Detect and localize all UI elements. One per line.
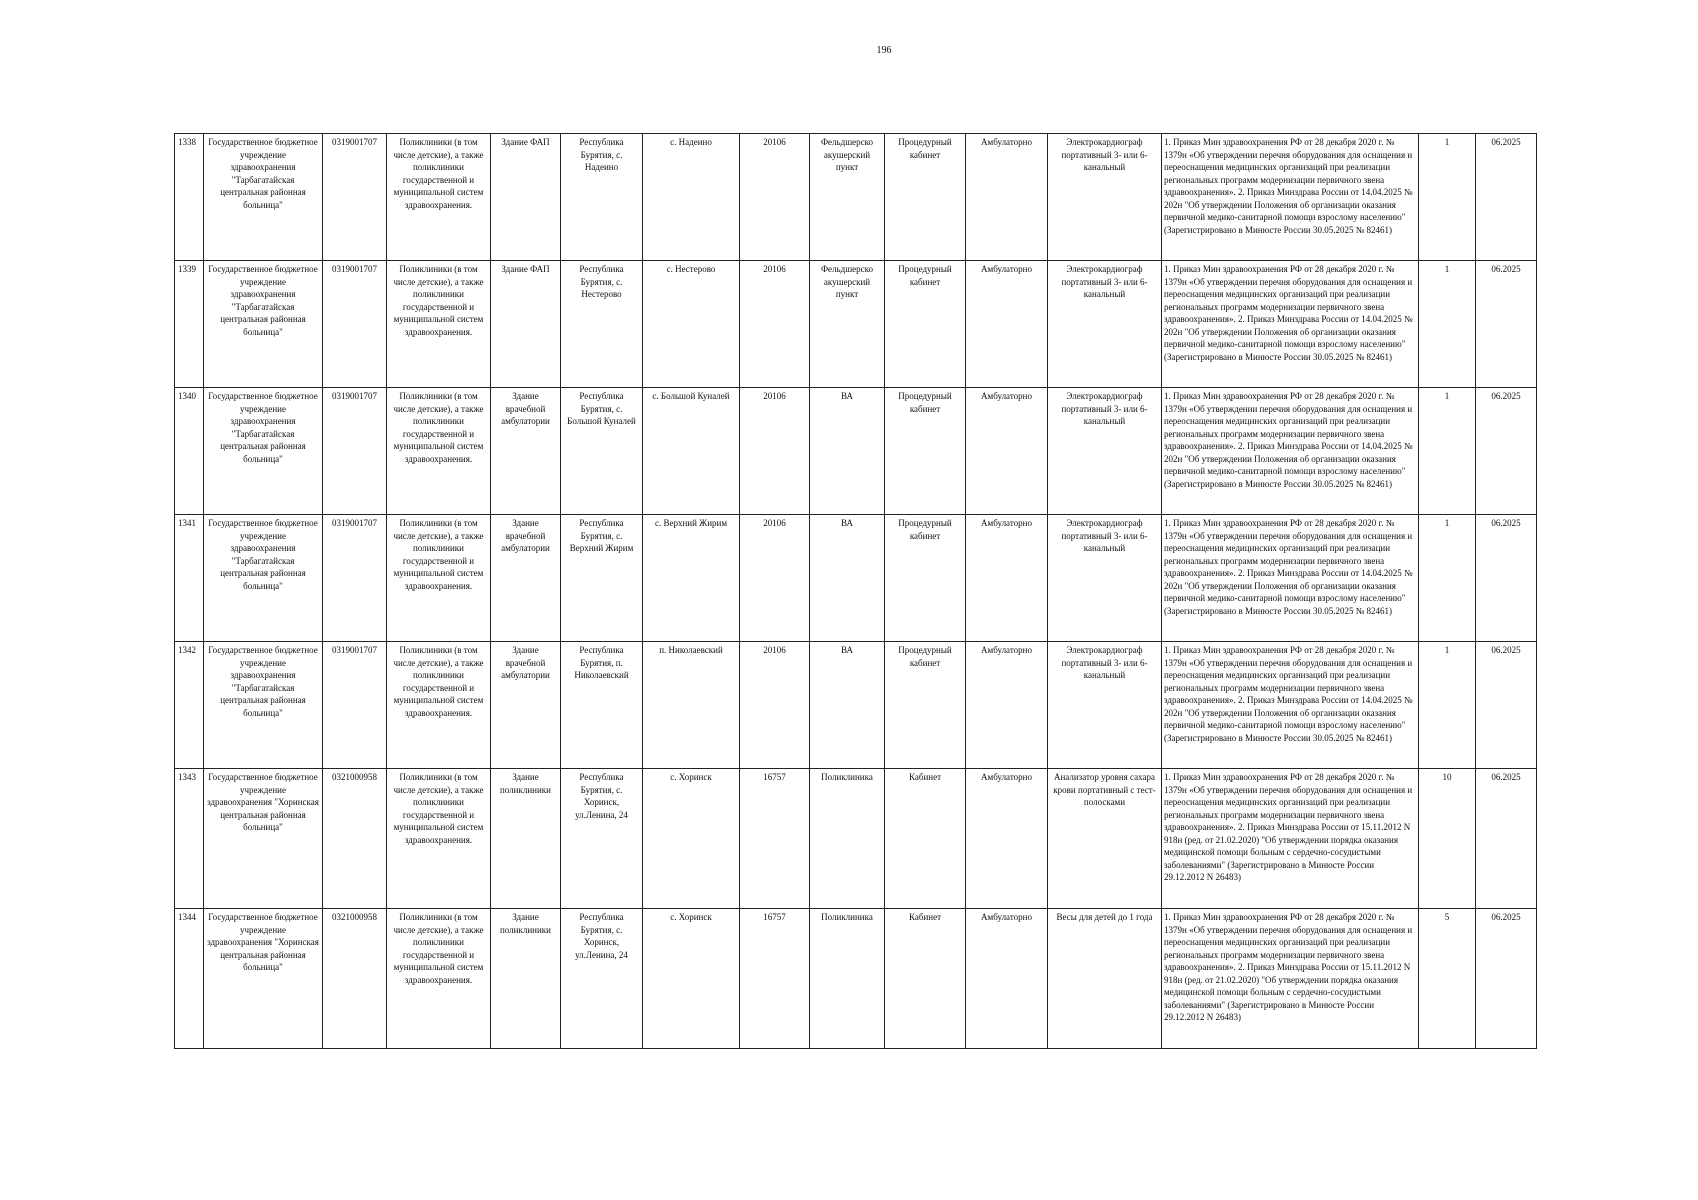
cell-category: Поликлиники (в том числе детские), а также поликлиники государственной и муниципальной систем здравоохранения. (387, 769, 491, 909)
cell-population: 20106 (740, 642, 810, 769)
cell-address: Республика Бурятия, п. Николаевский (561, 642, 643, 769)
cell-inn: 0321000958 (323, 769, 387, 909)
cell-number: 1343 (175, 769, 204, 909)
cell-number: 1339 (175, 261, 204, 388)
cell-settlement: с. Хоринск (643, 769, 740, 909)
cell-organization: Государственное бюджетное учреждение здравоохранения "Тарбагатайская центральная районная больница" (204, 388, 323, 515)
cell-date: 06.2025 (1476, 769, 1537, 909)
cell-organization: Государственное бюджетное учреждение здравоохранения "Тарбагатайская центральная районная больница" (204, 642, 323, 769)
cell-equipment: Электрокардиограф портативный 3- или 6-канальный (1048, 642, 1162, 769)
cell-inn: 0319001707 (323, 134, 387, 261)
cell-date: 06.2025 (1476, 515, 1537, 642)
cell-building: Здание ФАП (491, 261, 561, 388)
cell-number: 1338 (175, 134, 204, 261)
cell-subdivision: ВА (810, 515, 885, 642)
cell-settlement: с. Хоринск (643, 909, 740, 1049)
table-row (175, 515, 1537, 642)
cell-population: 16757 (740, 769, 810, 909)
cell-settlement: с. Верхний Жирим (643, 515, 740, 642)
registry-table (174, 133, 1537, 1049)
cell-population: 20106 (740, 515, 810, 642)
cell-basis: 1. Приказ Мин здравоохранения РФ от 28 декабря 2020 г. № 1379н «Об утверждении перечня оборудования для оснащения и переоснащения медицинских организаций при реализации региональных программ модернизации первичного звена здравоохранения». 2. Приказ Минздрава России от 15.11.2012 N 918н (ред. от 21.02.2020) "Об утверждении порядка оказания медицинской помощи больным с сердечно-сосудистыми заболеваниями" (Зарегистрировано в Минюсте России 29.12.2012 N 26483) (1162, 909, 1419, 1049)
cell-address: Республика Бурятия, с. Нестерово (561, 261, 643, 388)
cell-room: Кабинет (885, 909, 966, 1049)
cell-address: Республика Бурятия, с. Большой Куналей (561, 388, 643, 515)
page-number: 196 (876, 45, 892, 56)
cell-population: 20106 (740, 134, 810, 261)
cell-room: Процедурный кабинет (885, 261, 966, 388)
cell-date: 06.2025 (1476, 909, 1537, 1049)
cell-population: 16757 (740, 909, 810, 1049)
cell-address: Республика Бурятия, с. Хоринск, ул.Ленина, 24 (561, 769, 643, 909)
cell-building: Здание поликлиники (491, 769, 561, 909)
cell-address: Республика Бурятия, с. Хоринск, ул.Ленина, 24 (561, 909, 643, 1049)
cell-building: Здание врачебной амбулатории (491, 388, 561, 515)
cell-room: Процедурный кабинет (885, 515, 966, 642)
cell-mode: Амбулаторно (966, 134, 1048, 261)
cell-category: Поликлиники (в том числе детские), а также поликлиники государственной и муниципальной систем здравоохранения. (387, 388, 491, 515)
cell-subdivision: ВА (810, 642, 885, 769)
table-row (175, 134, 1537, 261)
cell-settlement: с. Надеино (643, 134, 740, 261)
cell-category: Поликлиники (в том числе детские), а также поликлиники государственной и муниципальной систем здравоохранения. (387, 134, 491, 261)
cell-building: Здание врачебной амбулатории (491, 642, 561, 769)
cell-inn: 0319001707 (323, 261, 387, 388)
cell-date: 06.2025 (1476, 642, 1537, 769)
table-row (175, 388, 1537, 515)
cell-equipment: Электрокардиограф портативный 3- или 6-канальный (1048, 261, 1162, 388)
cell-subdivision: Фельдшерско акушерский пункт (810, 261, 885, 388)
cell-quantity: 1 (1419, 261, 1476, 388)
cell-category: Поликлиники (в том числе детские), а также поликлиники государственной и муниципальной систем здравоохранения. (387, 261, 491, 388)
cell-inn: 0319001707 (323, 642, 387, 769)
cell-category: Поликлиники (в том числе детские), а также поликлиники государственной и муниципальной систем здравоохранения. (387, 909, 491, 1049)
cell-room: Кабинет (885, 769, 966, 909)
cell-basis: 1. Приказ Мин здравоохранения РФ от 28 декабря 2020 г. № 1379н «Об утверждении перечня оборудования для оснащения и переоснащения медицинских организаций при реализации региональных программ модернизации первичного звена здравоохранения». 2. Приказ Минздрава России от 14.04.2025 № 202н "Об утверждении Положения об организации оказания первичной медико-санитарной помощи взрослому населению" (Зарегистрировано в Минюсте России 30.05.2025 № 82461) (1162, 261, 1419, 388)
cell-room: Процедурный кабинет (885, 642, 966, 769)
cell-mode: Амбулаторно (966, 515, 1048, 642)
cell-basis: 1. Приказ Мин здравоохранения РФ от 28 декабря 2020 г. № 1379н «Об утверждении перечня оборудования для оснащения и переоснащения медицинских организаций при реализации региональных программ модернизации первичного звена здравоохранения». 2. Приказ Минздрава России от 14.04.2025 № 202н "Об утверждении Положения об организации оказания первичной медико-санитарной помощи взрослому населению" (Зарегистрировано в Минюсте России 30.05.2025 № 82461) (1162, 515, 1419, 642)
cell-date: 06.2025 (1476, 388, 1537, 515)
cell-number: 1344 (175, 909, 204, 1049)
cell-quantity: 1 (1419, 642, 1476, 769)
cell-building: Здание поликлиники (491, 909, 561, 1049)
cell-basis: 1. Приказ Мин здравоохранения РФ от 28 декабря 2020 г. № 1379н «Об утверждении перечня оборудования для оснащения и переоснащения медицинских организаций при реализации региональных программ модернизации первичного звена здравоохранения». 2. Приказ Минздрава России от 15.11.2012 N 918н (ред. от 21.02.2020) "Об утверждении порядка оказания медицинской помощи больным с сердечно-сосудистыми заболеваниями" (Зарегистрировано в Минюсте России 29.12.2012 N 26483) (1162, 769, 1419, 909)
cell-organization: Государственное бюджетное учреждение здравоохранения "Тарбагатайская центральная районная больница" (204, 515, 323, 642)
cell-subdivision: Поликлиника (810, 769, 885, 909)
cell-building: Здание ФАП (491, 134, 561, 261)
cell-date: 06.2025 (1476, 261, 1537, 388)
cell-quantity: 1 (1419, 388, 1476, 515)
cell-settlement: п. Николаевский (643, 642, 740, 769)
cell-quantity: 5 (1419, 909, 1476, 1049)
cell-quantity: 10 (1419, 769, 1476, 909)
cell-equipment: Электрокардиограф портативный 3- или 6-канальный (1048, 134, 1162, 261)
cell-quantity: 1 (1419, 515, 1476, 642)
cell-room: Процедурный кабинет (885, 388, 966, 515)
cell-subdivision: ВА (810, 388, 885, 515)
cell-settlement: с. Большой Куналей (643, 388, 740, 515)
cell-category: Поликлиники (в том числе детские), а также поликлиники государственной и муниципальной систем здравоохранения. (387, 642, 491, 769)
cell-room: Процедурный кабинет (885, 134, 966, 261)
cell-organization: Государственное бюджетное учреждение здравоохранения "Хоринская центральная районная больница" (204, 909, 323, 1049)
cell-equipment: Весы для детей до 1 года (1048, 909, 1162, 1049)
cell-address: Республика Бурятия, с. Надеино (561, 134, 643, 261)
cell-number: 1341 (175, 515, 204, 642)
cell-equipment: Электрокардиограф портативный 3- или 6-канальный (1048, 388, 1162, 515)
cell-mode: Амбулаторно (966, 909, 1048, 1049)
cell-address: Республика Бурятия, с. Верхний Жирим (561, 515, 643, 642)
cell-population: 20106 (740, 261, 810, 388)
cell-basis: 1. Приказ Мин здравоохранения РФ от 28 декабря 2020 г. № 1379н «Об утверждении перечня оборудования для оснащения и переоснащения медицинских организаций при реализации региональных программ модернизации первичного звена здравоохранения». 2. Приказ Минздрава России от 14.04.2025 № 202н "Об утверждении Положения об организации оказания первичной медико-санитарной помощи взрослому населению" (Зарегистрировано в Минюсте России 30.05.2025 № 82461) (1162, 388, 1419, 515)
cell-number: 1340 (175, 388, 204, 515)
table-row (175, 261, 1537, 388)
cell-mode: Амбулаторно (966, 388, 1048, 515)
cell-organization: Государственное бюджетное учреждение здравоохранения "Тарбагатайская центральная районная больница" (204, 134, 323, 261)
cell-number: 1342 (175, 642, 204, 769)
cell-mode: Амбулаторно (966, 261, 1048, 388)
cell-equipment: Анализатор уровня сахара крови портативный с тест-полосками (1048, 769, 1162, 909)
table-row (175, 642, 1537, 769)
cell-date: 06.2025 (1476, 134, 1537, 261)
cell-organization: Государственное бюджетное учреждение здравоохранения "Тарбагатайская центральная районная больница" (204, 261, 323, 388)
table-row (175, 769, 1537, 909)
cell-subdivision: Поликлиника (810, 909, 885, 1049)
cell-basis: 1. Приказ Мин здравоохранения РФ от 28 декабря 2020 г. № 1379н «Об утверждении перечня оборудования для оснащения и переоснащения медицинских организаций при реализации региональных программ модернизации первичного звена здравоохранения». 2. Приказ Минздрава России от 14.04.2025 № 202н "Об утверждении Положения об организации оказания первичной медико-санитарной помощи взрослому населению" (Зарегистрировано в Минюсте России 30.05.2025 № 82461) (1162, 134, 1419, 261)
cell-subdivision: Фельдшерско акушерский пункт (810, 134, 885, 261)
cell-equipment: Электрокардиограф портативный 3- или 6-канальный (1048, 515, 1162, 642)
cell-population: 20106 (740, 388, 810, 515)
cell-settlement: с. Нестерово (643, 261, 740, 388)
cell-mode: Амбулаторно (966, 642, 1048, 769)
cell-mode: Амбулаторно (966, 769, 1048, 909)
cell-inn: 0321000958 (323, 909, 387, 1049)
cell-building: Здание врачебной амбулатории (491, 515, 561, 642)
cell-inn: 0319001707 (323, 388, 387, 515)
cell-quantity: 1 (1419, 134, 1476, 261)
table-body (175, 134, 1537, 1049)
cell-basis: 1. Приказ Мин здравоохранения РФ от 28 декабря 2020 г. № 1379н «Об утверждении перечня оборудования для оснащения и переоснащения медицинских организаций при реализации региональных программ модернизации первичного звена здравоохранения». 2. Приказ Минздрава России от 14.04.2025 № 202н "Об утверждении Положения об организации оказания первичной медико-санитарной помощи взрослому населению" (Зарегистрировано в Минюсте России 30.05.2025 № 82461) (1162, 642, 1419, 769)
cell-category: Поликлиники (в том числе детские), а также поликлиники государственной и муниципальной систем здравоохранения. (387, 515, 491, 642)
table-row (175, 909, 1537, 1049)
cell-inn: 0319001707 (323, 515, 387, 642)
cell-organization: Государственное бюджетное учреждение здравоохранения "Хоринская центральная районная больница" (204, 769, 323, 909)
